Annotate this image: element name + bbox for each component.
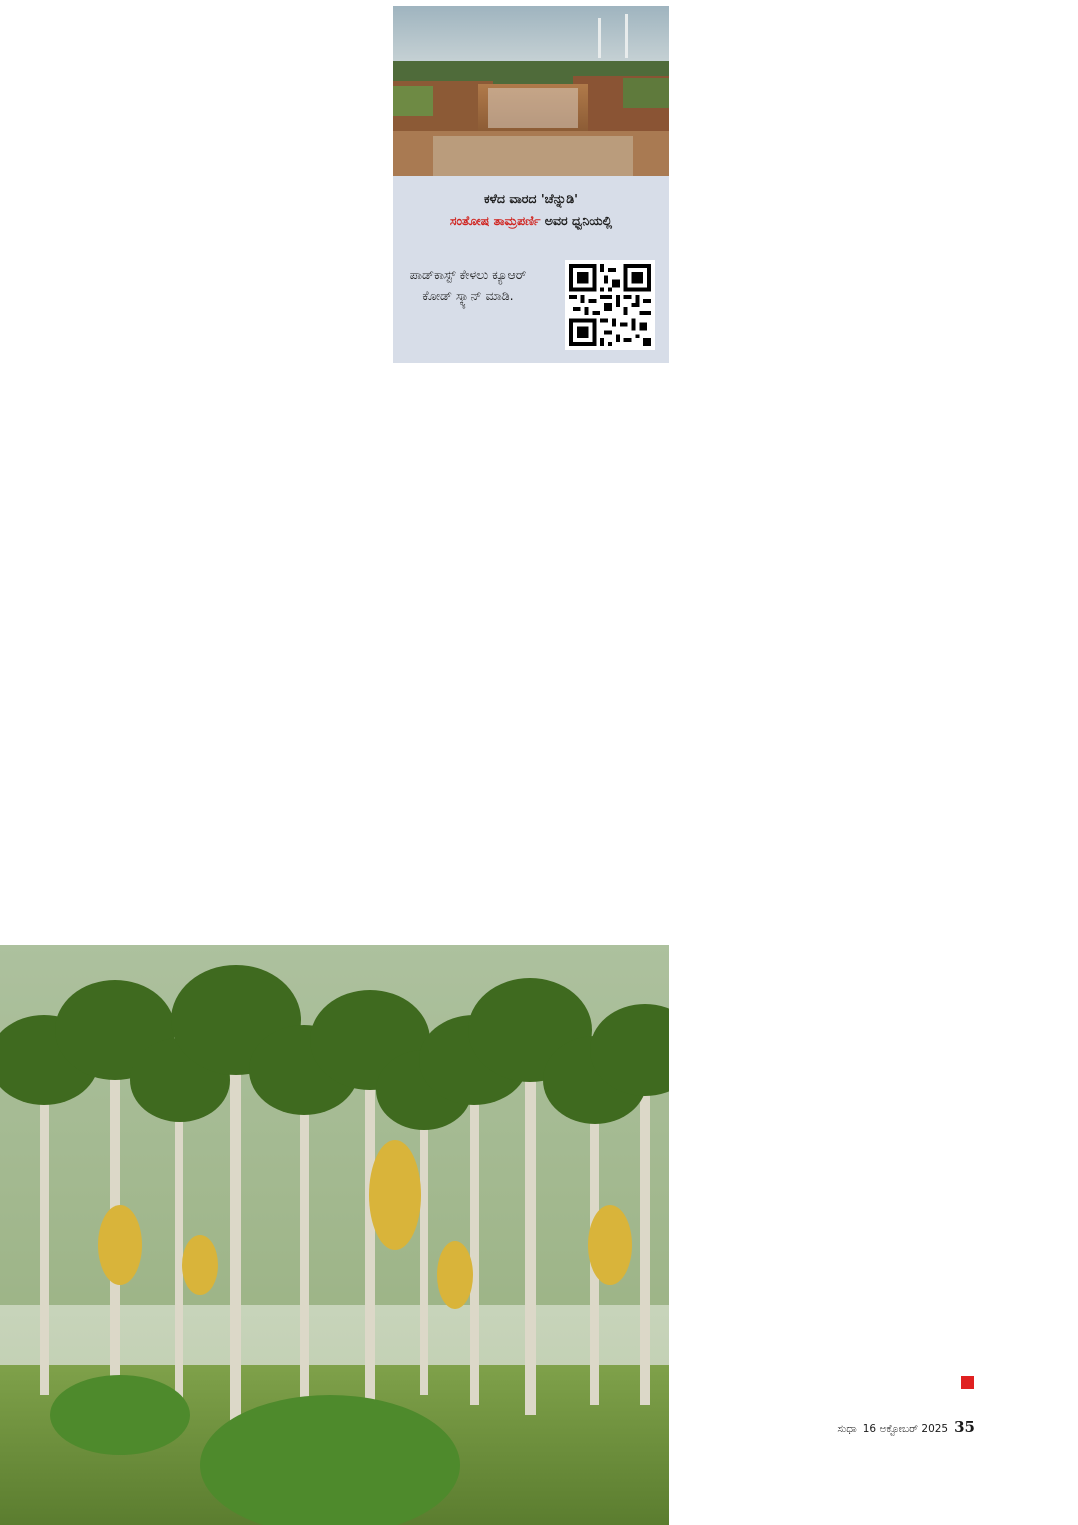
areca-plantation-photo [0,945,669,1525]
page-footer [810,1418,975,1436]
podcast-attribution [407,210,655,232]
article-column-2 [395,372,669,932]
podcast-heading: ಕಳೆದ ವಾರದ 'ಚೆನ್ನುಡಿ' [484,191,578,206]
page-number: 35 [954,1418,975,1436]
podcast-bottom [407,260,655,350]
waterfall-photo [393,6,669,176]
podcast-narrator: ಸಂತೋಷ ತಾಮ್ರಪರ್ಣಿ [449,213,541,228]
article-end-marker [961,1376,974,1389]
waterfall-illustration [393,6,669,176]
article-column-1 [86,128,378,918]
footer-publication: ಸುಧಾ [837,1423,857,1435]
podcast-attribution-rest: ಅವರ ಧ್ವನಿಯಲ್ಲಿ [544,213,613,228]
article-column-3 [685,128,975,1378]
footer-date: 16 ಅಕ್ಟೋಬರ್ 2025 [862,1423,949,1435]
podcast-instruction: ಪಾಡ್‌ಕಾಸ್ಟ್ ಕೇಳಲು ಕ್ಯೂಆರ್ ಕೋಡ್ ಸ್ಕ್ಯಾನ್ ಮಾಡಿ. [409,267,527,303]
plantation-illustration [0,945,669,1525]
qr-code-icon [569,264,651,346]
qr-code[interactable] [565,260,655,350]
podcast-box [393,176,669,363]
